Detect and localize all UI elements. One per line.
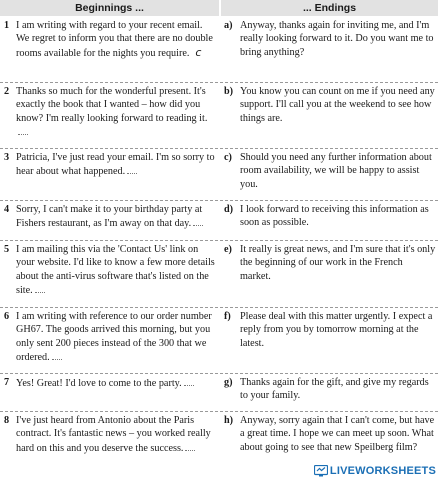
item-letter: f) <box>224 311 231 322</box>
beginning-text: Patricia, I've just read your email. I'm so sorry to hear about what happened. <box>16 152 215 178</box>
ending-text: It really is great news, and I'm sure that it's only the beginning of our work in the French market. <box>240 244 436 282</box>
item-number: 5 <box>4 244 10 255</box>
ending-text: Anyway, thanks again for inviting me, and I'm really looking forward to it. Do you want me to bring anything? <box>240 20 434 58</box>
answer-input[interactable] <box>193 216 203 226</box>
table-row <box>0 201 438 239</box>
ending-text: I look forward to receiving this information as soon as possible. <box>240 204 429 229</box>
ending-text: Thanks again for the gift, and give my regards to your family. <box>240 377 429 402</box>
item-number: 1 <box>4 20 10 31</box>
answer-input[interactable] <box>18 125 28 135</box>
ending-text: Anyway, sorry again that I can't come, but have a great time. I hope we can meet up soon. What about going to see that new Speilberg film? <box>240 415 435 453</box>
table-row <box>0 83 438 147</box>
answer-input[interactable] <box>127 164 137 174</box>
beginning-text: Sorry, I can't make it to your birthday party at Fishers restaurant, as I'm away on that day. <box>16 204 203 230</box>
beginning-text: I am writing with reference to our order number GH67. The goods arrived this morning, but you only sent 200 pieces instead of the 300 that we ordered. <box>16 311 212 364</box>
item-number: 2 <box>4 86 10 97</box>
beginning-text: I've just heard from Antonio about the Paris contract. It's fantastic news – you worked really hard on this and you deserve the success. <box>16 415 211 454</box>
table-row <box>0 374 438 410</box>
beginning-text: Yes! Great! I'd love to come to the party. <box>16 378 182 389</box>
beginning-text: I am writing with regard to your recent email. We regret to inform you that there are no double rooms available for the nights you require. <box>16 20 213 59</box>
ending-text: You know you can count on me if you need any support. I'll call you at the weekend to see how things are. <box>240 86 435 124</box>
liveworksheets-logo-icon <box>314 465 328 477</box>
endings-header: ... Endings <box>221 0 438 16</box>
item-number: 8 <box>4 415 10 426</box>
table-row <box>0 17 438 81</box>
ending-text: Should you need any further information about room availability, we will be happy to assist you. <box>240 152 432 190</box>
liveworksheets-watermark <box>314 464 436 478</box>
table-row <box>0 308 438 372</box>
item-letter: g) <box>224 377 233 388</box>
beginning-text: I am mailing this via the 'Contact Us' link on your website. I'd like to know a few more details about the anti-virus software that's listed on the site. <box>16 244 215 297</box>
answer-input[interactable] <box>185 441 195 451</box>
item-letter: b) <box>224 86 234 97</box>
item-letter: d) <box>224 204 234 215</box>
item-number: 3 <box>4 152 10 163</box>
answer-input[interactable] <box>184 376 194 386</box>
item-number: 4 <box>4 204 10 215</box>
item-number: 6 <box>4 311 10 322</box>
item-letter: e) <box>224 244 232 255</box>
item-letter: h) <box>224 415 234 426</box>
answer-input[interactable] <box>52 350 62 360</box>
table-row <box>0 241 438 306</box>
watermark-text: LIVEWORKSHEETS <box>329 465 436 477</box>
item-letter: a) <box>224 20 233 31</box>
beginning-text: Thanks so much for the wonderful present. It's exactly the book that I wanted – how did you know? I'm really looking forward to reading it. <box>16 86 208 124</box>
item-number: 7 <box>4 377 10 388</box>
table-row <box>0 149 438 199</box>
beginnings-header: Beginnings ... <box>0 0 219 16</box>
ending-text: Please deal with this matter urgently. I expect a reply from you by tomorrow morning at the latest. <box>240 311 433 349</box>
answer-input[interactable]: c <box>195 45 202 59</box>
answer-input[interactable] <box>35 283 45 293</box>
item-letter: c) <box>224 152 232 163</box>
